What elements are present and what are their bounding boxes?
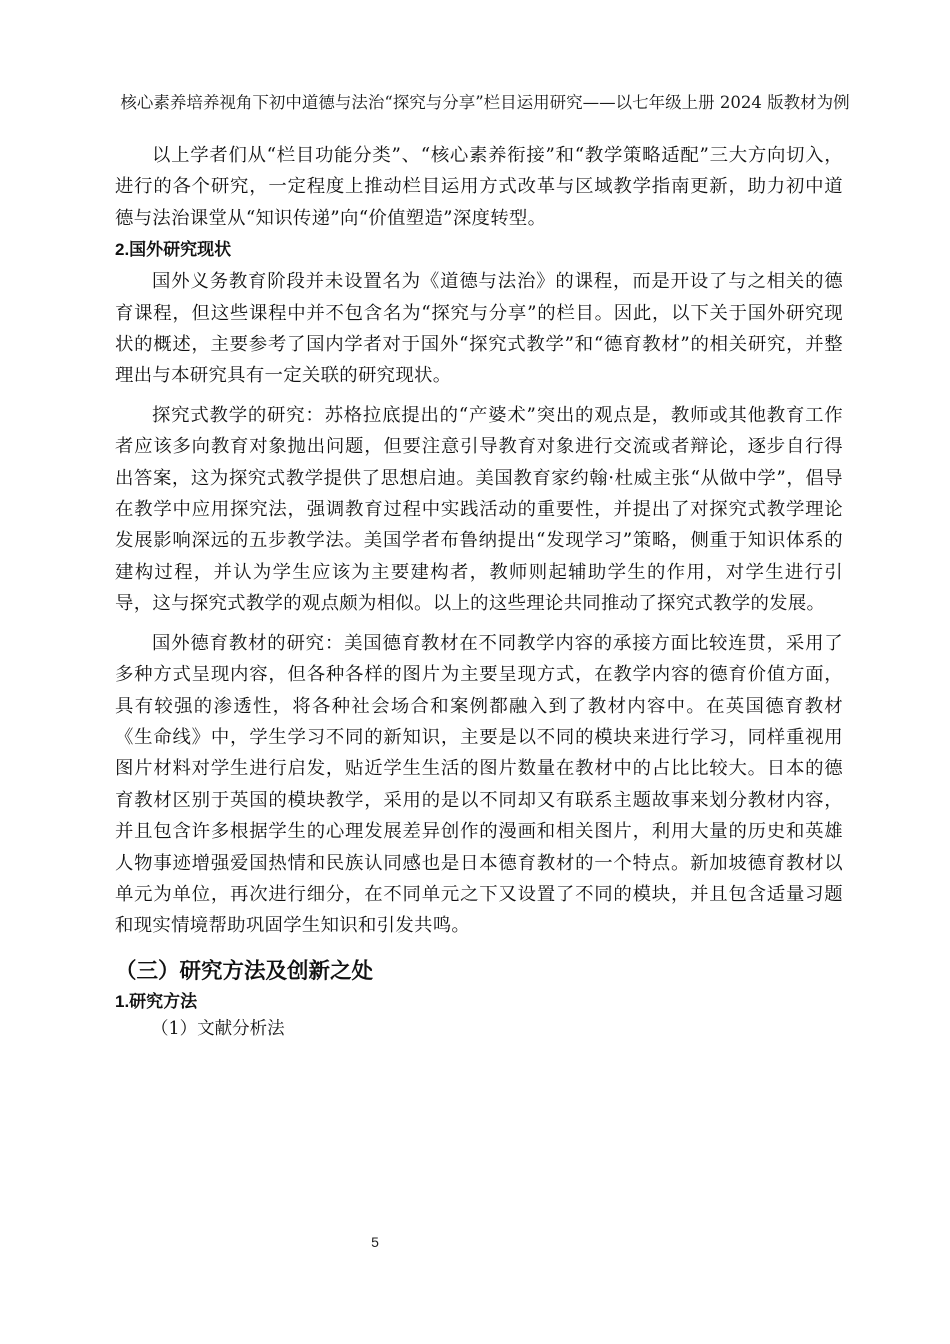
running-header: 核心素养培养视角下初中道德与法治“探究与分享”栏目运用研究——以七年级上册 2024 版教材为例	[120, 93, 850, 112]
paragraph-summary: 以上学者们从“栏目功能分类”、“核心素养衔接”和“教学策略适配”三大方向切入，进行的各个研究，一定程度上推动栏目运用方式改革与区域教学指南更新，助力初中道德与法治课堂从“知识传递”向“价值塑造”深度转型。	[115, 145, 843, 229]
paragraph-inquiry-teaching: 探究式教学的研究：苏格拉底提出的“产婆术”突出的观点是，教师或其他教育工作者应该多向教育对象抛出问题，但要注意引导教育对象进行交流或者辩论，逐步自行得出答案，这为探究式教学提供了思想启迪。美国教育家约翰·杜威主张“从做中学”，倡导在教学中应用探究法，强调教育过程中实践活动的重要性，并提出了对探究式教学理论发展影响深远的五步教学法。美国学者布鲁纳提出“发现学习”策略，侧重于知识体系的建构过程，并认为学生应该为主要建构者，教师则起辅助学生的作用，对学生进行引导，这与探究式教学的观点颇为相似。以上的这些理论共同推动了探究式教学的发展。	[115, 404, 843, 615]
paragraph-moral-textbooks: 国外德育教材的研究：美国德育教材在不同教学内容的承接方面比较连贯，采用了多种方式呈现内容，但各种各样的图片为主要呈现方式，在教学内容的德育价值方面，具有较强的渗透性，将各种社会场合和案例都融入到了教材内容中。在英国德育教材《生命线》中，学生学习不同的新知识，主要是以不同的模块来进行学习，同样重视用图片材料对学生进行启发，贴近学生生活的图片数量在教材中的占比比较大。日本的德育教材区别于英国的模块教学，采用的是以不同却又有联系主题故事来划分教材内容，并且包含许多根据学生的心理发展差异创作的漫画和相关图片，利用大量的历史和英雄人物事迹增强爱国热情和民族认同感也是日本德育教材的一个特点。新加坡德育教材以单元为单位，再次进行细分，在不同单元之下又设置了不同的模块，并且包含适量习题和现实情境帮助巩固学生知识和引发共鸣。	[115, 632, 843, 937]
heading-foreign-research: 2.国外研究现状	[115, 240, 232, 260]
page-number: 5	[371, 1234, 379, 1250]
section-heading-methods-innovation: （三）研究方法及创新之处	[115, 958, 374, 983]
page-body	[115, 140, 843, 1042]
paragraph-foreign-overview: 国外义务教育阶段并未设置名为《道德与法治》的课程，而是开设了与之相关的德育课程，但这些课程中并不包含名为“探究与分享”的栏目。因此，以下关于国外研究现状的概述，主要参考了国内学者对于国外“探究式教学”和“德育教材”的相关研究，并整理出与本研究具有一定关联的研究现状。	[115, 271, 843, 387]
heading-research-methods: 1.研究方法	[115, 991, 198, 1011]
heading-literature-analysis: （1）文献分析法	[151, 1018, 285, 1039]
